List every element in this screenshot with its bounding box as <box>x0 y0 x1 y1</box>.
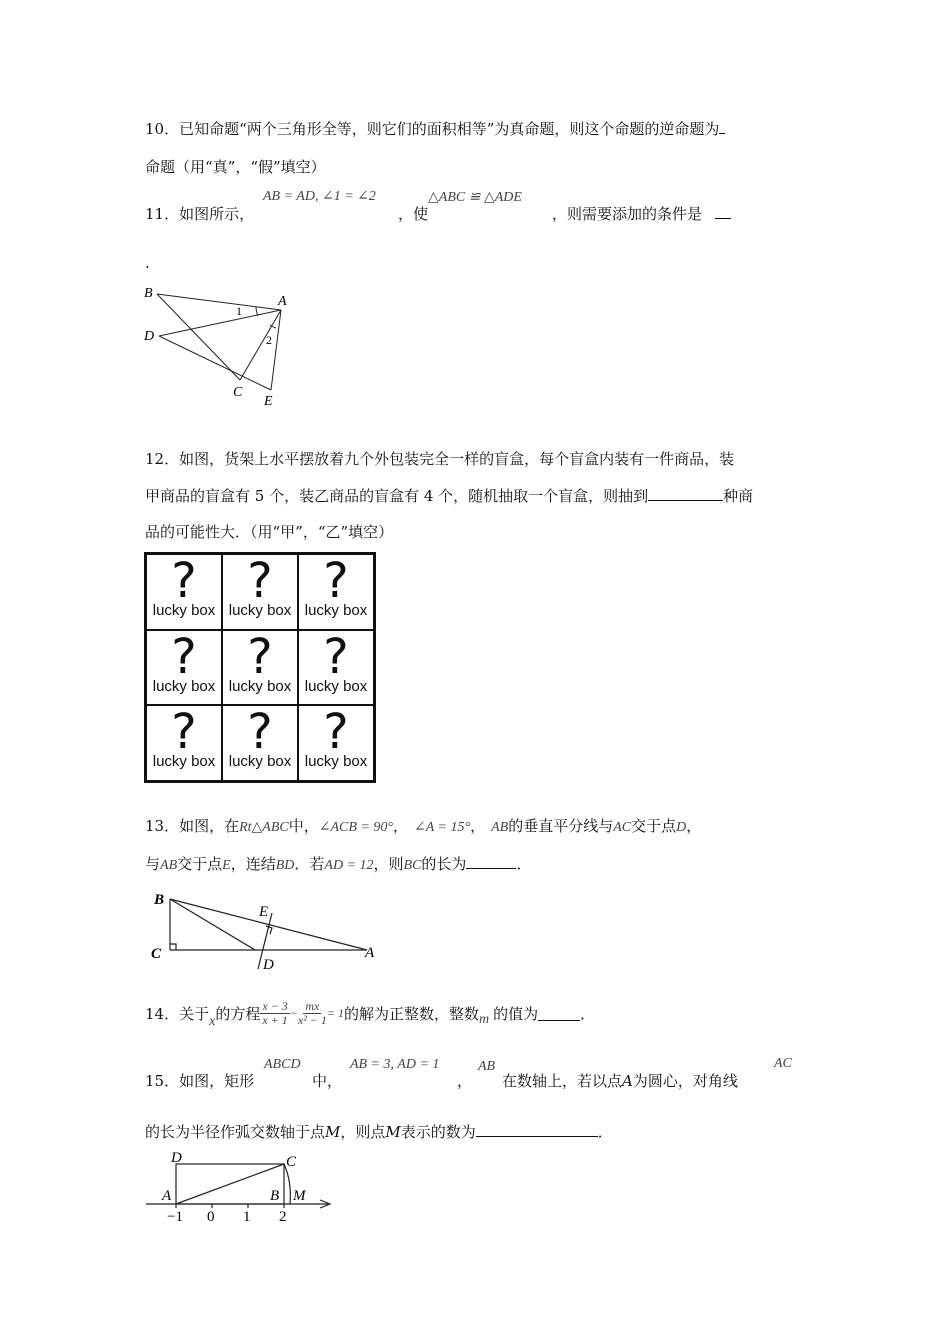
lucky-box-label: lucky box <box>152 677 216 695</box>
question-mark-icon: ? <box>171 628 197 685</box>
q15-math-AB: AB <box>478 1059 496 1074</box>
question-mark-icon: ? <box>247 628 273 685</box>
q15-arc <box>284 1164 290 1204</box>
q14-fraction-2: $\frac{mx}{\text{x² − 1}}$ <box>297 999 327 1027</box>
question-mark-icon: ? <box>171 704 197 761</box>
q11-segment-BA <box>157 294 281 310</box>
lucky-box-label: lucky box <box>304 677 368 695</box>
question-mark-icon: ? <box>323 628 349 685</box>
q13-answer-blank[interactable] <box>466 868 516 869</box>
q15-line2: 的长为半径作弧交数轴于点M，则点M表示的数为 ． <box>145 1123 613 1141</box>
q15-t2: 中， <box>312 1072 343 1090</box>
q11-label-D: D <box>144 329 155 344</box>
q11-label-E: E <box>264 394 273 409</box>
q11-end: . <box>145 254 150 272</box>
q13-label-C: C <box>151 946 162 962</box>
q11-suffix: ，则需要添加的条件是 <box>552 203 731 224</box>
q13-label-D: D <box>263 957 274 973</box>
q15-label-D: D <box>171 1150 182 1166</box>
question-mark-icon: ? <box>247 704 273 761</box>
q10-answer-blank[interactable] <box>719 133 725 134</box>
q13-right-angle-C <box>170 944 176 950</box>
q11-segment-BC <box>157 294 240 380</box>
q11-mid: ，使 <box>398 205 429 223</box>
q11-segment-EA <box>271 310 281 390</box>
q12-answer-blank[interactable] <box>648 500 723 501</box>
q11-label-angle-1: 1 <box>236 304 242 318</box>
q15-label-A: A <box>162 1188 172 1204</box>
q11-figure <box>140 282 300 412</box>
q15-math-AC: AC <box>774 1056 792 1071</box>
question-mark-icon: ? <box>247 553 273 609</box>
q11-prefix: 11．如图所示， <box>145 205 255 223</box>
q15-math-given: AB = 3, AD = 1 <box>350 1057 440 1072</box>
lucky-box-label: lucky box <box>228 753 292 771</box>
q13-label-B: B <box>154 892 165 908</box>
q13-figure <box>145 885 385 977</box>
q11-segment-DE <box>159 336 271 390</box>
q11-answer-blank[interactable] <box>715 218 731 219</box>
q15-math-ABCD: ABCD <box>264 1057 301 1072</box>
q15-t4: 在数轴上，若以点A为圆心，对角线 <box>502 1072 738 1090</box>
question-mark-icon: ? <box>171 553 197 609</box>
q15-label-C: C <box>286 1154 297 1170</box>
q12-line3: 品的可能性大．（用“甲”，“乙”填空） <box>145 523 394 541</box>
lucky-box <box>298 705 374 781</box>
q11-label-A: A <box>278 294 287 309</box>
q10-line1: 10．已知命题“两个三角形全等，则它们的面积相等”为真命题，则这个命题的逆命题为 <box>145 118 725 139</box>
q15-label-B: B <box>270 1188 280 1204</box>
lucky-box-label: lucky box <box>304 753 368 771</box>
q13-line1: 13．如图，在Rt△ABC中，∠ACB = 90°， ∠A = 15°， AB的垂直平分线与AC交于点D， <box>145 817 702 835</box>
lucky-box-label: lucky box <box>152 602 216 619</box>
q15-answer-blank[interactable] <box>476 1136 598 1137</box>
q13-line2: 与AB交于点E，连结BD．若AD = 12，则BC的长为 ． <box>145 855 532 873</box>
q10-line2: 命题（用“真”，“假”填空） <box>145 158 326 176</box>
q11-segment-CA <box>240 310 281 380</box>
q11-label-B: B <box>144 286 153 301</box>
q11-angle-1-arc <box>256 307 258 316</box>
q14-fraction-1: $\frac{x - 3}{x + 1}$ <box>262 999 288 1027</box>
q14-answer-blank[interactable] <box>538 1006 580 1021</box>
q15-tick-label: −1 <box>167 1209 183 1225</box>
lucky-box <box>298 630 374 706</box>
q11-math-given: AB = AD, ∠1 = ∠2 <box>263 189 376 204</box>
lucky-box-label: lucky box <box>228 602 292 619</box>
q15-t1: 15．如图，矩形 <box>145 1072 255 1090</box>
q13-label-E: E <box>259 904 269 920</box>
q15-figure <box>140 1148 340 1230</box>
question-mark-icon: ? <box>323 704 349 761</box>
q11-segment-DA <box>159 310 281 336</box>
lucky-box <box>222 705 298 781</box>
q13-segment-BA <box>170 899 367 950</box>
lucky-box-label: lucky box <box>152 753 216 771</box>
lucky-box-label: lucky box <box>304 602 368 619</box>
q12-line2: 甲商品的盲盒有 5 个，装乙商品的盲盒有 4 个，随机抽取一个盲盒，则抽到 种商 <box>145 487 754 505</box>
lucky-box <box>146 705 222 781</box>
q13-label-A: A <box>365 945 375 961</box>
lucky-box <box>222 630 298 706</box>
lucky-box <box>146 630 222 706</box>
lucky-box <box>298 554 374 630</box>
lucky-box-grid <box>144 552 376 783</box>
q12-line1: 12．如图，货架上水平摆放着九个外包装完全一样的盲盒，每个盲盒内装有一件商品，装 <box>145 450 735 468</box>
q11-math-congruence: △ABC ≌ △ADE <box>428 190 522 205</box>
lucky-box <box>146 554 222 630</box>
q15-diagonal-AC <box>176 1164 284 1204</box>
lucky-box-label: lucky box <box>228 677 292 695</box>
q15-tick-label: 2 <box>279 1209 287 1225</box>
question-mark-icon: ? <box>323 553 349 609</box>
q11-label-C: C <box>233 385 243 400</box>
q15-tick-label: 1 <box>243 1209 251 1225</box>
q15-label-M: M <box>293 1188 306 1204</box>
q11-label-angle-2: 2 <box>266 333 272 347</box>
q15-t3: ， <box>457 1072 473 1090</box>
q15-tick-label: 0 <box>207 1209 215 1225</box>
q13-segment-BD <box>170 899 255 950</box>
q14-line: 14．关于 x 的方程 $\frac{x - 3}{x + 1}$ − $\frac{mx}{\text{x² − 1}}$ = 1 的解为正整数，整数 m 的值为 ． <box>145 999 596 1029</box>
lucky-box <box>222 554 298 630</box>
